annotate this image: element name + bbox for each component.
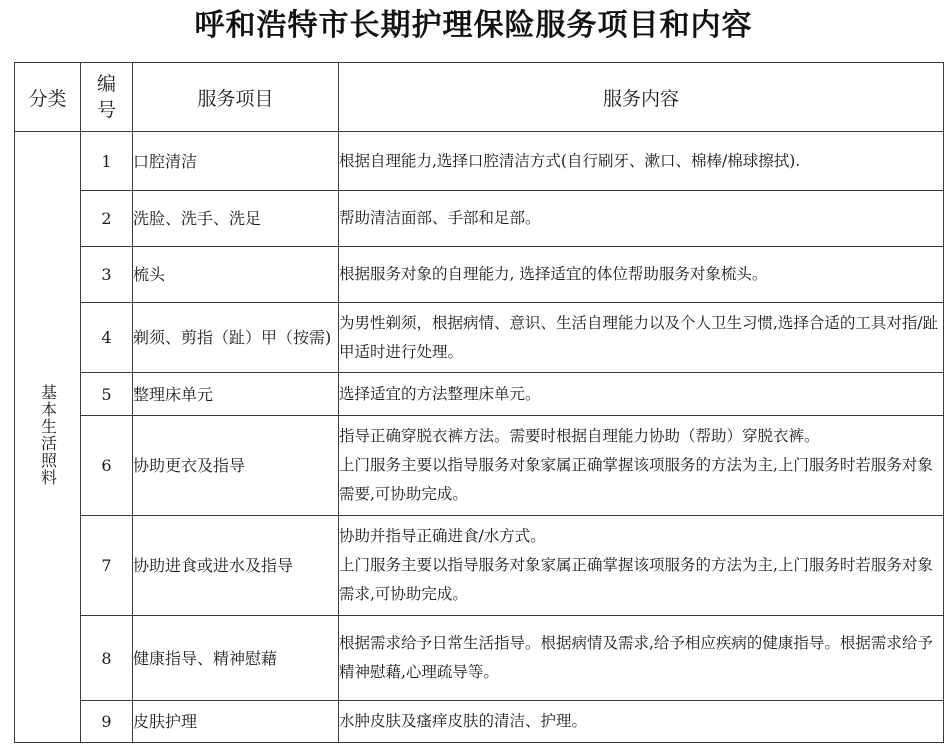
service-item: 口腔清洁 [133, 132, 339, 191]
table-header-row [15, 63, 944, 132]
row-number: 5 [81, 373, 133, 416]
service-item: 协助进食或进水及指导 [133, 516, 339, 616]
service-content-line: 指导正确穿脱衣裤方法。需要时根据自理能力协助（帮助）穿脱衣裤。 [339, 427, 820, 445]
header-code [81, 63, 133, 132]
service-item: 皮肤护理 [133, 701, 339, 743]
service-item: 洗脸、洗手、洗足 [133, 191, 339, 247]
table-row [15, 416, 944, 516]
service-content [339, 303, 944, 373]
service-content [339, 416, 944, 516]
header-content: 服务内容 [339, 63, 944, 132]
service-content-line: 上门服务主要以指导服务对象家属正确掌握该项服务的方法为主,上门服务时若服务对象需求,可协助完成。 [339, 556, 933, 603]
table-row [15, 191, 944, 247]
service-content [339, 701, 944, 743]
service-item: 整理床单元 [133, 373, 339, 416]
row-number: 8 [81, 616, 133, 701]
service-content-line: 为男性剃须，根据病情、意识、生活自理能力以及个人卫生习惯,选择合适的工具对指/趾甲适时进行处理。 [339, 313, 939, 361]
service-content [339, 516, 944, 616]
service-table [14, 62, 944, 743]
header-code-label: 编号 [96, 73, 116, 121]
table-row [15, 616, 944, 701]
table-row [15, 373, 944, 416]
service-content [339, 373, 944, 416]
service-content [339, 247, 944, 303]
row-number: 7 [81, 516, 133, 616]
service-content-line: 根据需求给予日常生活指导。根据病情及需求,给予相应疾病的健康指导。根据需求给予精神慰藉,心理疏导等。 [339, 634, 933, 681]
service-content [339, 132, 944, 191]
header-category: 分类 [15, 63, 81, 132]
service-item: 协助更衣及指导 [133, 416, 339, 516]
category-label: 基本生活照料 [38, 384, 58, 486]
row-number: 6 [81, 416, 133, 516]
row-number: 3 [81, 247, 133, 303]
row-number: 2 [81, 191, 133, 247]
header-item: 服务项目 [133, 63, 339, 132]
table-row [15, 701, 944, 743]
service-content [339, 191, 944, 247]
row-number: 1 [81, 132, 133, 191]
service-content-line: 选择适宜的方法整理床单元。 [339, 384, 541, 403]
service-content-line: 水肿皮肤及瘙痒皮肤的清洁、护理。 [339, 712, 588, 730]
service-content-line: 上门服务主要以指导服务对象家属正确掌握该项服务的方法为主,上门服务时若服务对象需要,可协助完成。 [339, 456, 933, 503]
table-row [15, 303, 944, 373]
service-item: 梳头 [133, 247, 339, 303]
service-content-line: 根据服务对象的自理能力, 选择适宜的体位帮助服务对象梳头。 [339, 265, 768, 283]
service-content-line: 协助并指导正确进食/水方式。 [339, 527, 546, 545]
service-item: 剃须、剪指（趾）甲（按需) [133, 303, 339, 373]
table-row [15, 516, 944, 616]
service-item: 健康指导、精神慰藉 [133, 616, 339, 701]
category-cell [15, 132, 81, 743]
row-number: 4 [81, 303, 133, 373]
table-row [15, 132, 944, 191]
table-row [15, 247, 944, 303]
service-content-line: 帮助清洁面部、手部和足部。 [339, 209, 541, 227]
row-number: 9 [81, 701, 133, 743]
service-content [339, 616, 944, 701]
service-content-line: 根据自理能力,选择口腔清洁方式(自行刷牙、漱口、棉棒/棉球擦拭). [339, 151, 801, 170]
page-title: 呼和浩特市长期护理保险服务项目和内容 [194, 8, 753, 43]
